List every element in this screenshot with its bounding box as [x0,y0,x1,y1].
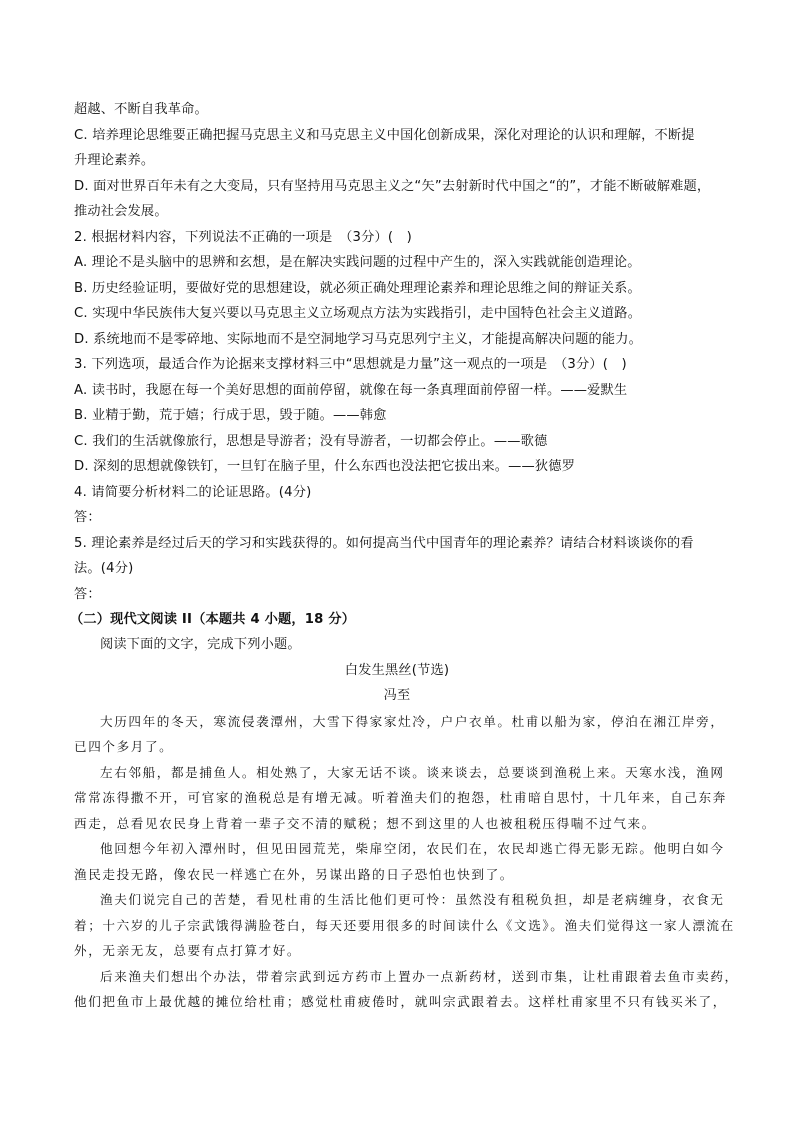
passage-paragraph-1-line-1: 大历四年的冬天，寒流侵袭潭州，大雪下得家家灶冷，户户衣单。杜甫以船为家，停泊在湘江岸旁， [100,714,725,729]
passage-paragraph-4-line-1: 渔夫们说完自己的苦楚，看见杜甫的生活比他们更可怜：虽然没有租税负担，却是老病缠身，衣食无 [100,892,725,907]
option-c-line-2: 升理论素养。 [74,153,155,168]
question-5-line-1: 5. 理论素养是经过后天的学习和实践获得的。如何提高当代中国青年的理论素养？请结合材料谈谈你的看 [74,536,694,551]
answer-label-4: 答： [74,510,101,525]
question-3-option-c: C. 我们的生活就像旅行，思想是导游者；没有导游者，一切都会停止。——歌德 [74,434,548,449]
question-2-option-a: A. 理论不是头脑中的思辨和玄想，是在解决实践问题的过程中产生的，深入实践就能创造理论。 [74,255,641,270]
passage-paragraph-2-line-1: 左右邻船，都是捕鱼人。相处熟了，大家无话不谈。谈来谈去，总要谈到渔税上来。天寒水浅，渔网 [100,765,725,780]
passage-paragraph-5-line-2: 他们把鱼市上最优越的摊位给杜甫；感觉杜甫疲倦时，就叫宗武跟着去。这样杜甫家里不只有钱买米了， [74,994,727,1009]
question-3: 3. 下列选项，最适合作为论据来支撑材料三中“思想就是力量”这一观点的一项是 （3分）( ) [74,357,627,372]
passage-author: 冯至 [383,688,411,703]
question-5-line-2: 法。(4分) [74,561,134,576]
question-4: 4. 请简要分析材料二的论证思路。(4分) [74,485,312,500]
passage-paragraph-2-line-2: 常常冻得撒不开，可官家的渔税总是有增无减。听着渔夫们的抱怨，杜甫暗自思忖，十几年来，自己东奔 [74,790,727,805]
option-c-line-1: C. 培养理论思维要正确把握马克思主义和马克思主义中国化创新成果，深化对理论的认识和理解，不断提 [74,128,695,143]
question-3-option-d: D. 深刻的思想就像铁钉，一旦钉在脑子里，什么东西也没法把它拔出来。——狄德罗 [74,459,576,474]
passage-paragraph-4-line-2: 着；十六岁的儿子宗武饿得满脸苍白，每天还要用很多的时间读什么《文选》。渔夫们觉得这一家人漂流在 [74,918,735,933]
question-3-option-b: B. 业精于勤，荒于嬉；行成于思，毁于随。——韩愈 [74,408,387,423]
passage-paragraph-1-line-2: 已四个多月了。 [74,739,174,754]
reading-instruction: 阅读下面的文字，完成下列小题。 [100,637,301,652]
question-2-option-d: D. 系统地而不是零碎地、实际地而不是空洞地学习马克思列宁主义，才能提高解决问题的能力。 [74,332,643,347]
option-d-line-2: 推动社会发展。 [74,204,168,219]
section-heading: （二）现代文阅读 II（本题共 4 小题，18 分） [70,612,356,627]
answer-label-5: 答： [74,587,101,602]
option-d-line-1: D. 面对世界百年未有之大变局，只有坚持用马克思主义之“矢”去射新时代中国之“的”，才能不断破解难题， [74,179,711,194]
question-2-option-b: B. 历史经验证明，要做好党的思想建设，就必须正确处理理论素养和理论思维之间的辩证关系。 [74,281,641,296]
passage-paragraph-2-line-3: 西走，总看见农民身上背着一辈子交不清的赋税；想不到这里的人也被租税压得喘不过气来。 [74,816,656,831]
passage-title: 白发生黑丝(节选) [344,663,450,678]
passage-paragraph-3-line-2: 渔民走投无路，像农民一样逃亡在外，另谋出路的日子恐怕也快到了。 [74,867,515,882]
option-b-continuation: 超越、不断自我革命。 [74,102,208,117]
question-2-option-c: C. 实现中华民族伟大复兴要以马克思主义立场观点方法为实践指引，走中国特色社会主义道路。 [74,306,642,321]
passage-paragraph-4-line-3: 外，无亲无友，总要有点打算才好。 [74,943,302,958]
question-2: 2. 根据材料内容，下列说法不正确的一项是 （3分）( ) [74,230,412,245]
passage-paragraph-3-line-1: 他回想今年初入潭州时，但见田园荒芜，柴扉空闭，农民们在，农民却逃亡得无影无踪。他明白如今 [100,841,725,856]
question-3-option-a: A. 读书时，我愿在每一个美好思想的面前停留，就像在每一条真理面前停留一样。——爱默生 [74,383,628,398]
passage-paragraph-5-line-1: 后来渔夫们想出个办法，带着宗武到远方药市上置办一点新药材，送到市集，让杜甫跟着去鱼市卖药， [100,969,739,984]
